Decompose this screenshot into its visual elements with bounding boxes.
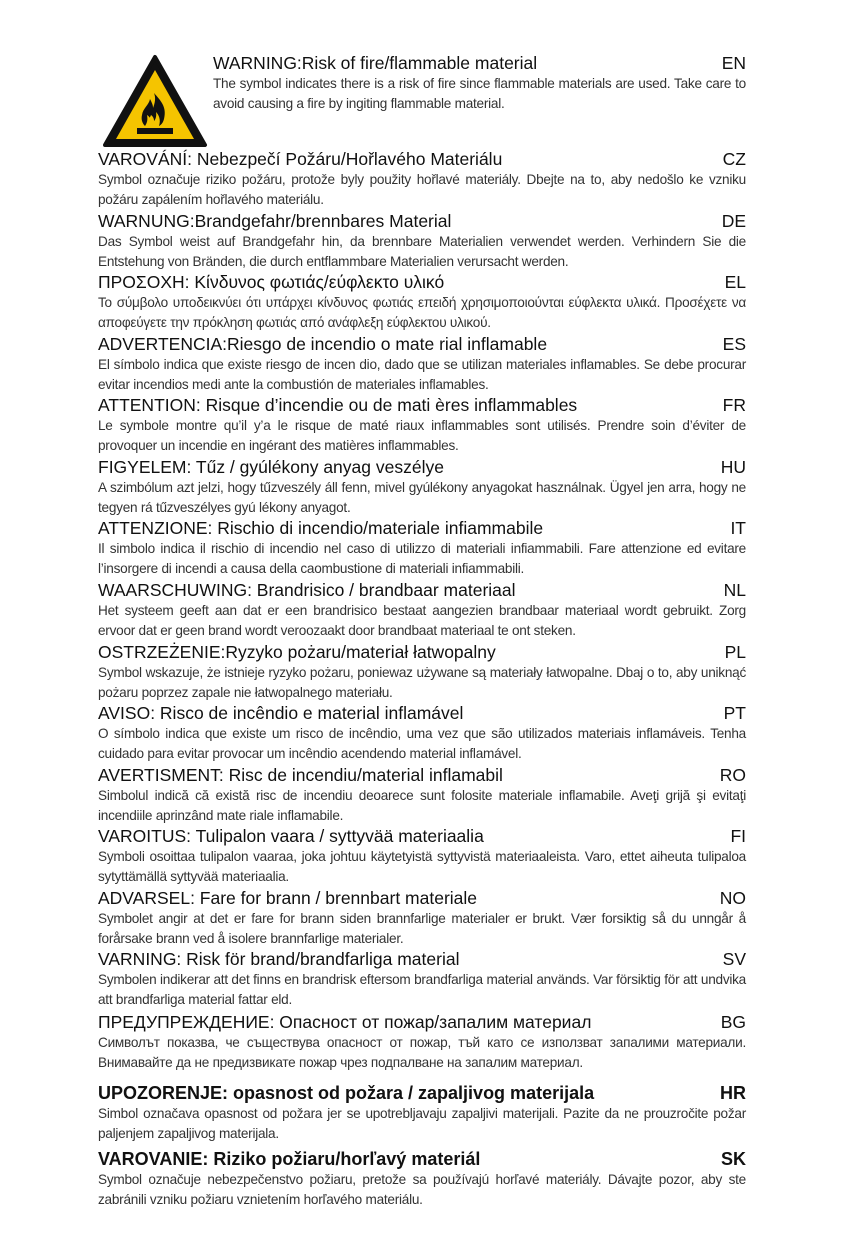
section-bg xyxy=(98,1011,746,1072)
language-code: ES xyxy=(722,334,746,354)
language-code: IT xyxy=(730,518,746,538)
language-code: BG xyxy=(720,1012,746,1032)
warning-text: Symbol wskazuje, że istnieje ryzyko pożaru, poniewaz używane są materiały łatwopalne. Dbaj o to, aby uniknąć pożaru poprzez zapale nie łatwopalnego materiału. xyxy=(98,665,746,700)
language-code: SV xyxy=(722,949,746,969)
warning-title: WARNUNG:Brandgefahr/brennbares Material xyxy=(98,211,452,231)
language-code: NL xyxy=(723,580,746,600)
warning-title: FIGYELEM: Tűz / gyúlékony anyag veszélye xyxy=(98,457,444,477)
section-nl xyxy=(98,579,746,640)
section-sk xyxy=(98,1148,746,1209)
language-code: HU xyxy=(720,457,746,477)
warning-text: El símbolo indica que existe riesgo de incen dio, dado que se utilizan materiales inflamables. Se debe procurar evitar incendios medi ante la combustión de materiales inflamables. xyxy=(98,357,746,392)
language-code: HR xyxy=(720,1083,746,1103)
warning-title: OSTRZEŻENIE:Ryzyko pożaru/materiał łatwopalny xyxy=(98,642,496,662)
warning-text: A szimbólum azt jelzi, hogy tűzveszély áll fenn, mivel gyúlékony anyagokat használnak. Ügyel jen arra, hogy ne tegyen rá tűzveszélyes gyú lékony anyagot. xyxy=(98,480,746,515)
section-ro xyxy=(98,764,746,825)
warning-title: AVERTISMENT: Risc de incendiu/material inflamabil xyxy=(98,765,503,785)
warning-text: Le symbole montre qu’il y’a le risque de maté riaux inflammables sont utilisés. Prendre soin d’éviter de provoquer un incendie en ingérant des matières inflammables. xyxy=(98,418,746,453)
warning-title: UPOZORENJE: opasnost od požara / zapaljivog materijala xyxy=(98,1083,595,1103)
section-el xyxy=(98,271,746,332)
language-code: PT xyxy=(723,703,746,723)
language-code: FR xyxy=(722,395,746,415)
section-hu xyxy=(98,456,746,517)
section-es xyxy=(98,333,746,394)
language-code: SK xyxy=(720,1149,746,1169)
warning-title: ATTENZIONE: Rischio di incendio/materiale infiammabile xyxy=(98,518,544,538)
warning-title: ADVARSEL: Fare for brann / brennbart materiale xyxy=(98,888,478,908)
warning-title: WAARSCHUWING: Brandrisico / brandbaar materiaal xyxy=(98,580,516,600)
warning-title: ПРЕДУПРЕЖДЕНИЕ: Опасност от пожар/запалим материал xyxy=(98,1012,592,1032)
section-fr xyxy=(98,394,746,455)
language-code: CZ xyxy=(722,149,746,169)
language-code: EL xyxy=(724,272,746,292)
language-code: RO xyxy=(719,765,746,785)
section-pl xyxy=(98,641,746,702)
warning-title: VAROITUS: Tulipalon vaara / syttyvää materiaalia xyxy=(98,826,484,846)
warning-title: ATTENTION: Risque d’incendie ou de mati ères inflammables xyxy=(98,395,578,415)
flammable-warning-icon xyxy=(101,53,209,149)
section-cz xyxy=(98,148,746,209)
section-en xyxy=(213,52,746,113)
warning-text: Το σύμβολο υποδεικνύει ότι υπάρχει κίνδυνος φωτιάς επειδή χρησιμοποιούνται εύφλεκτα υλικά. Προσέχετε να αποφεύγετε την πρόκληση φωτιάς από ανάφλεξη εύφλεκτου υλικού. xyxy=(98,295,746,330)
section-de xyxy=(98,210,746,271)
warning-text: Il simbolo indica il rischio di incendio nel caso di utilizzo di materiali infiammabili. Fare attenzione ed evitare l’insorgere di incendi a causa della caombustione di materiali infiammabili. xyxy=(98,541,746,576)
warning-text: O símbolo indica que existe um risco de incêndio, uma vez que são utilizados materiais inflamáveis. Tenha cuidado para evitar provocar um incêndio acendendo material inflamável. xyxy=(98,726,746,761)
warning-text: Symbol označuje riziko požáru, protože byly použity hořlavé materiály. Dbejte na to, aby nedošlo ke vzniku požáru zapálením hořlavého materiálu. xyxy=(98,172,746,207)
section-hr xyxy=(98,1082,746,1143)
warning-text: Символът показва, че съществува опасност от пожар, тъй като се използват запалими материали. Внимавайте да не предизвикате пожар чрез подпалване на запалим материал. xyxy=(98,1035,746,1070)
warning-text: Het systeem geeft aan dat er een brandrisico bestaat aangezien brandbaar materiaal wordt gebruikt. Zorg ervoor dat er geen brand wordt veroozaakt door brandbaat materiaal te ont steken. xyxy=(98,603,746,638)
warning-text: Das Symbol weist auf Brandgefahr hin, da brennbare Materialien verwendet werden. Verhindern Sie die Entstehung von Bränden, die durch entflammbare Materialien verursacht werden. xyxy=(98,234,746,269)
warning-text: Simbolul indică că există risc de incendiu deoarece sunt folosite materiale inflamabile. Aveţi grijă şi evitaţi incendiile aprinzând mate riale inflamabile. xyxy=(98,788,746,823)
warning-title: VAROVÁNÍ: Nebezpečí Požáru/Hořlavého Materiálu xyxy=(98,149,503,169)
warning-text: Symbolet angir at det er fare for brann siden brannfarlige materialer er brukt. Vær forsiktig så du unngår å forårsake brann ved å isolere brannfarlige materialer. xyxy=(98,911,746,946)
section-no xyxy=(98,887,746,948)
warning-text: Symbolen indikerar att det finns en brandrisk eftersom brandfarliga material används. Var försiktig för att undvika att brandfarliga material fattar eld. xyxy=(98,972,746,1007)
language-code: PL xyxy=(724,642,746,662)
warning-title: ADVERTENCIA:Riesgo de incendio o mate rial inflamable xyxy=(98,334,548,354)
warning-title: AVISO: Risco de incêndio e material inflamável xyxy=(98,703,464,723)
warning-title: WARNING:Risk of fire/flammable material xyxy=(213,53,538,73)
warning-title: VAROVANIE: Riziko požiaru/horľavý materiál xyxy=(98,1149,481,1169)
warning-title: VARNING: Risk för brand/brandfarliga material xyxy=(98,949,460,969)
warning-text: Simbol označava opasnost od požara jer se upotrebljavaju zapaljivi materijali. Pazite da ne prouzročite požar paljenjem zapaljivog materijala. xyxy=(98,1106,746,1141)
warning-title: ΠΡΟΣΟΧΗ: Κίνδυνος φωτιάς/εύφλεκτο υλικό xyxy=(98,272,445,292)
section-pt xyxy=(98,702,746,763)
language-code: EN xyxy=(721,53,746,73)
warning-text: The symbol indicates there is a risk of fire since flammable materials are used. Take care to avoid causing a fire by ingiting flammable material. xyxy=(213,76,746,111)
section-sv xyxy=(98,948,746,1009)
section-fi xyxy=(98,825,746,886)
warning-text: Symbol označuje nebezpečenstvo požiaru, pretože sa používajú horľavé materiály. Dávajte pozor, aby ste zabránili vzniku požiaru vznietením horľavého materiálu. xyxy=(98,1172,746,1207)
section-it xyxy=(98,517,746,578)
warning-text: Symboli osoittaa tulipalon vaaraa, joka johtuu käytetyistä syttyvistä materiaaleista. Varo, ettet aiheuta tulipaloa sytyttämällä syttyvää materiaalia. xyxy=(98,849,746,884)
language-code: FI xyxy=(730,826,746,846)
language-code: NO xyxy=(719,888,746,908)
language-code: DE xyxy=(721,211,746,231)
